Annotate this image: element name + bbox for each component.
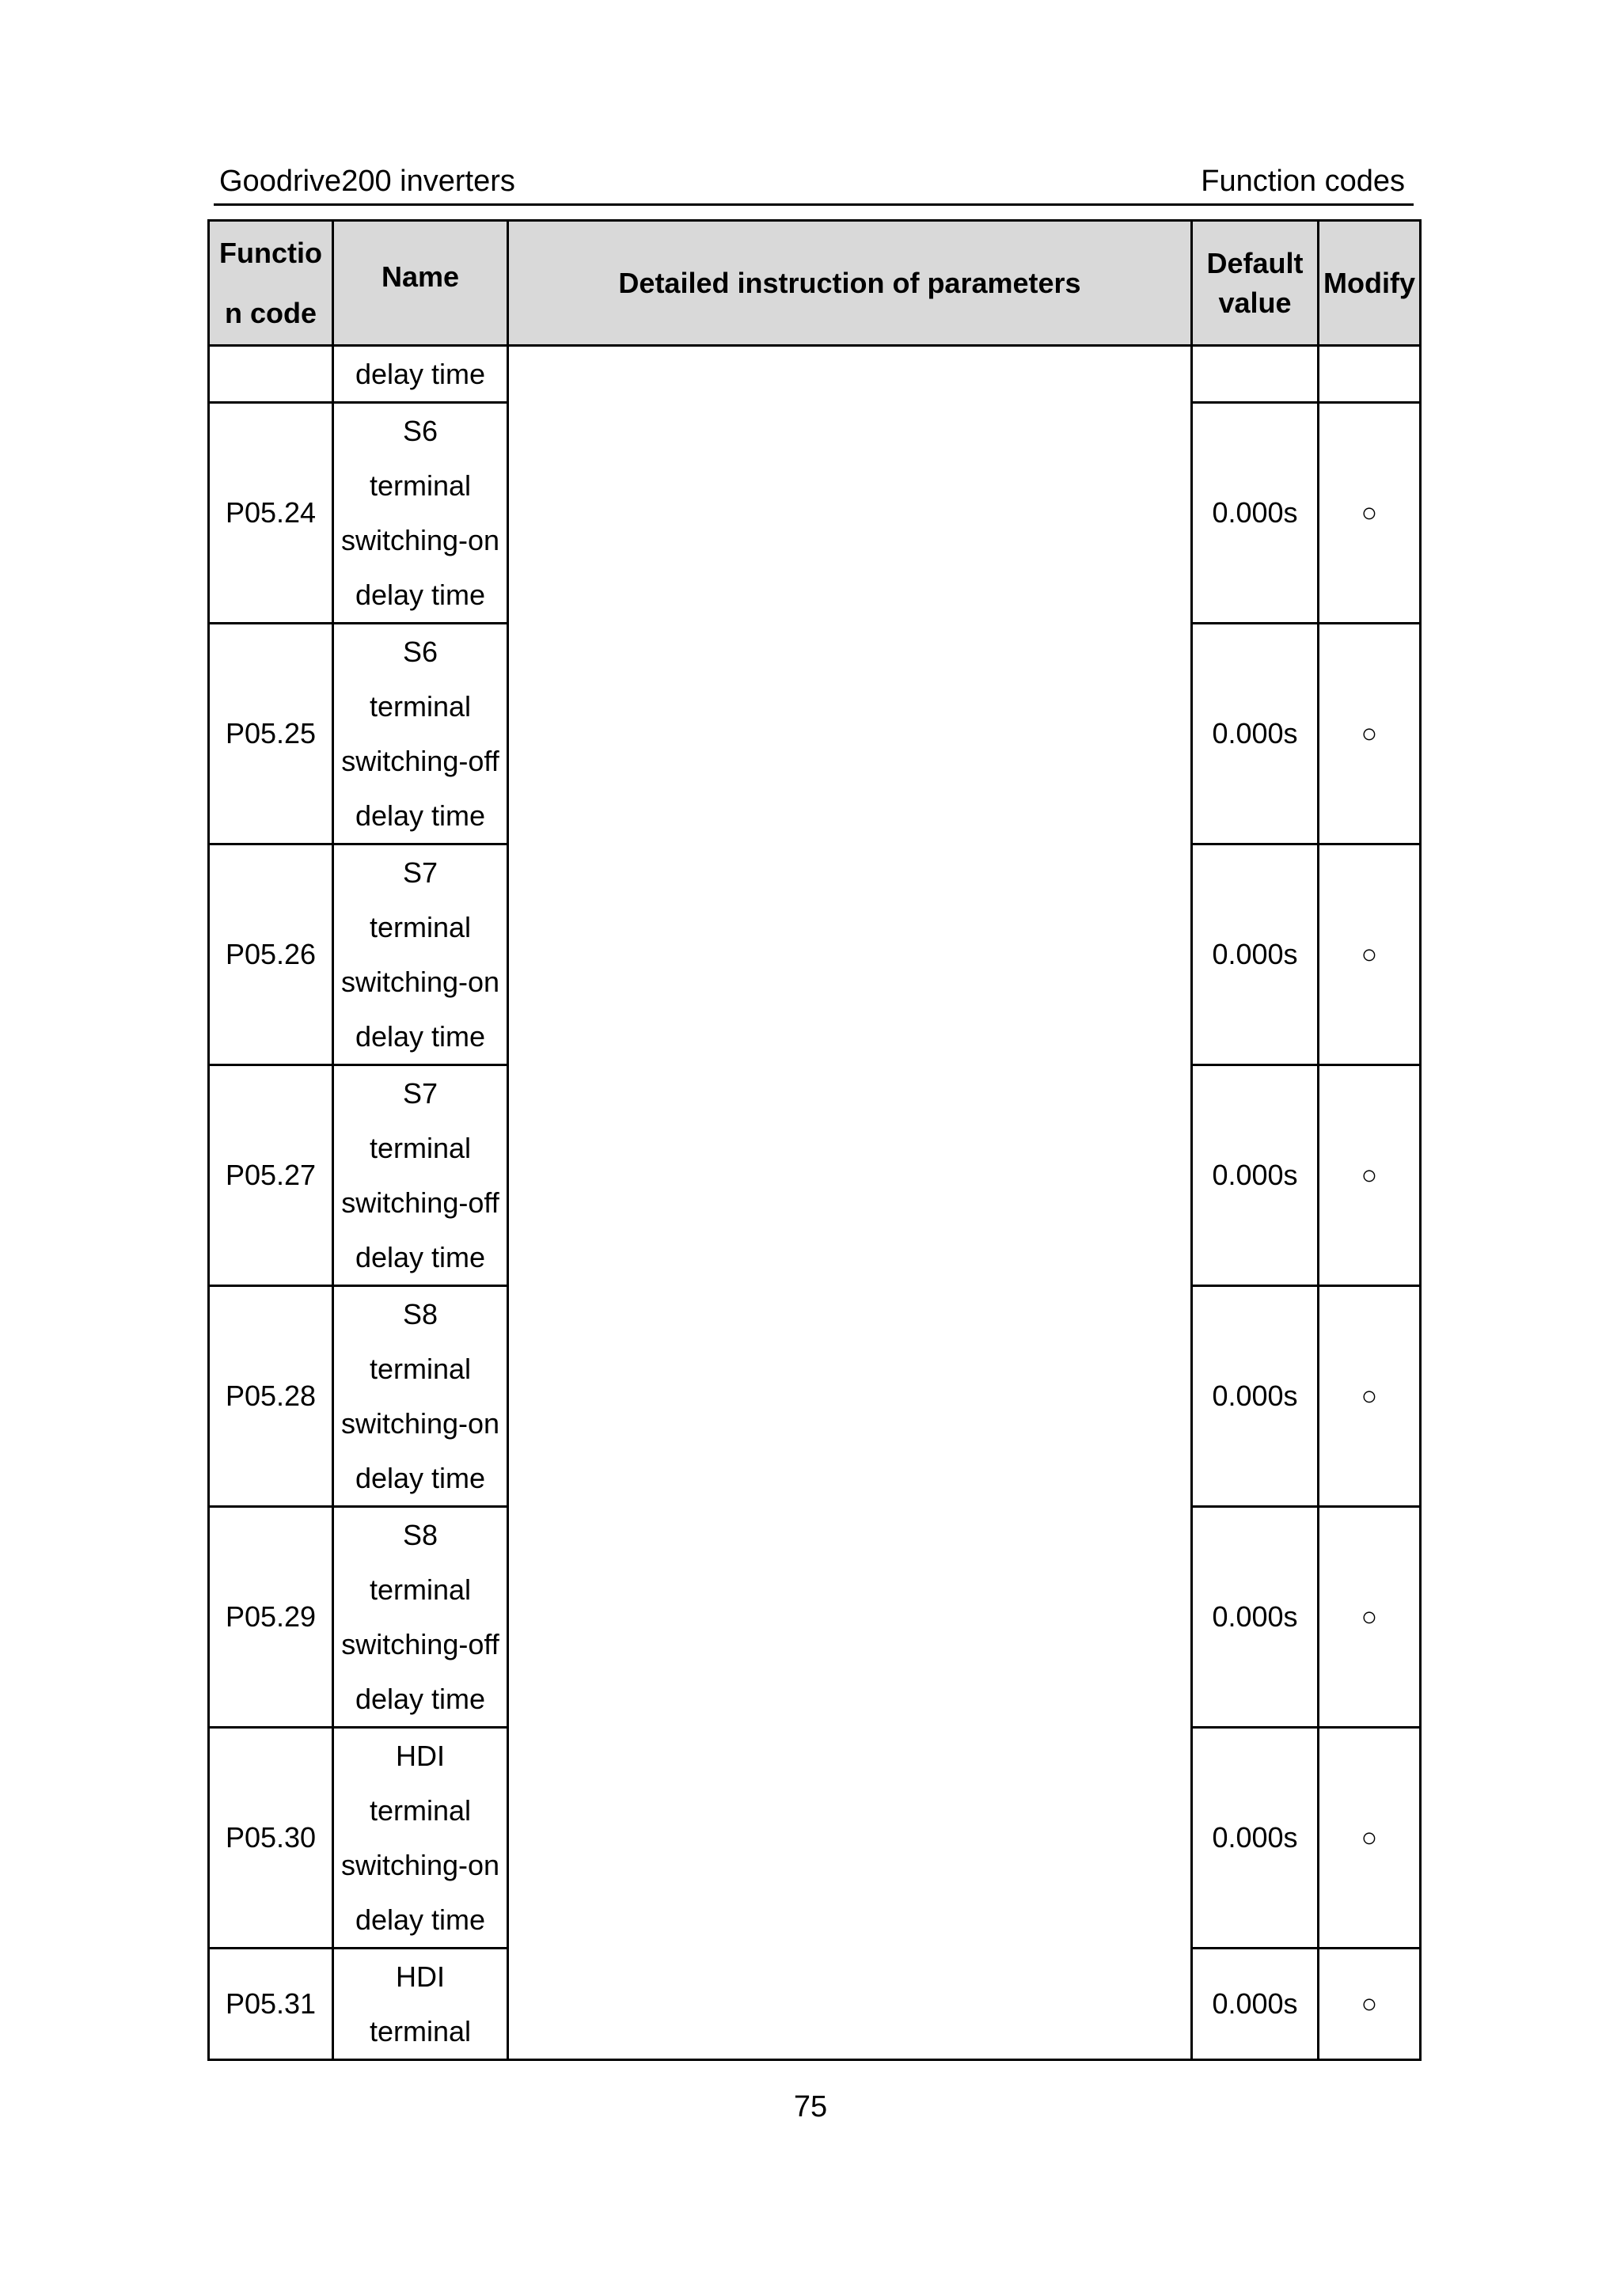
cell-name	[333, 1728, 508, 1949]
header-default-line: Default	[1206, 246, 1304, 279]
header-modify: Modify	[1319, 221, 1421, 346]
running-header-left: Goodrive200 inverters	[219, 165, 515, 198]
name-line: HDI	[396, 1740, 445, 1772]
name-line: S6	[402, 636, 438, 668]
cell-modify-circle-icon: ○	[1319, 1949, 1421, 2060]
header-default-line: value	[1218, 286, 1292, 319]
cell-function-code: P05.29	[209, 1507, 333, 1728]
table-row-continued	[209, 346, 1421, 403]
header-name-text: Name	[381, 260, 460, 293]
header-function-code-line: n code	[224, 296, 317, 329]
cell-name	[333, 1286, 508, 1507]
name-line: S7	[402, 1077, 438, 1110]
name-line: switching-off	[341, 745, 499, 777]
name-line: delay time	[355, 799, 486, 832]
cell-name	[333, 403, 508, 624]
name-line: delay time	[355, 1683, 486, 1715]
cell-name	[333, 1065, 508, 1286]
cell-modify	[1319, 346, 1421, 403]
name-line: terminal	[369, 1353, 472, 1385]
cell-function-code: P05.28	[209, 1286, 333, 1507]
cell-name	[333, 1507, 508, 1728]
cell-function-code: P05.24	[209, 403, 333, 624]
cell-name: delay time	[333, 346, 508, 403]
cell-name	[333, 624, 508, 844]
cell-name	[333, 1949, 508, 2060]
name-line: switching-on	[340, 1849, 500, 1881]
name-line: S8	[402, 1298, 438, 1330]
cell-function-code: P05.26	[209, 844, 333, 1065]
cell-detailed-instruction	[508, 346, 1192, 2060]
header-detail: Detailed instruction of parameters	[508, 221, 1192, 346]
parameter-table	[207, 219, 1422, 2061]
header-function-code	[209, 221, 333, 346]
cell-default-value: 0.000s	[1192, 1286, 1319, 1507]
cell-default-value: 0.000s	[1192, 403, 1319, 624]
cell-modify-circle-icon: ○	[1319, 403, 1421, 624]
cell-modify-circle-icon: ○	[1319, 1286, 1421, 1507]
name-line: switching-off	[341, 1186, 499, 1219]
table-header-row	[209, 221, 1421, 346]
page-number: 75	[793, 2090, 828, 2123]
cell-modify-circle-icon: ○	[1319, 844, 1421, 1065]
cell-function-code: P05.31	[209, 1949, 333, 2060]
name-line: delay time	[355, 579, 486, 611]
name-line: delay time	[355, 1241, 486, 1273]
cell-default-value	[1192, 346, 1319, 403]
cell-function-code: P05.30	[209, 1728, 333, 1949]
name-line: delay time	[355, 1462, 486, 1494]
name-line: terminal	[369, 1132, 472, 1164]
name-line: switching-on	[340, 966, 500, 998]
cell-default-value: 0.000s	[1192, 1065, 1319, 1286]
name-line: delay time	[355, 1903, 486, 1936]
name-line: S8	[402, 1519, 438, 1551]
name-line: HDI	[396, 1960, 445, 1993]
header-function-code-line: Functio	[219, 236, 322, 269]
name-line: terminal	[369, 1573, 472, 1606]
cell-default-value: 0.000s	[1192, 844, 1319, 1065]
header-name	[333, 221, 508, 346]
name-line: switching-off	[341, 1628, 499, 1660]
cell-modify-circle-icon: ○	[1319, 624, 1421, 844]
header-default-value	[1192, 221, 1319, 346]
name-line: delay time	[355, 1020, 486, 1053]
name-line: terminal	[369, 1794, 472, 1827]
cell-modify-circle-icon: ○	[1319, 1507, 1421, 1728]
cell-default-value: 0.000s	[1192, 624, 1319, 844]
name-line: terminal	[369, 469, 472, 502]
name-line: terminal	[369, 690, 472, 723]
cell-default-value: 0.000s	[1192, 1949, 1319, 2060]
running-header-right: Function codes	[1201, 165, 1405, 198]
name-line: switching-on	[340, 524, 500, 556]
cell-default-value: 0.000s	[1192, 1728, 1319, 1949]
cell-modify-circle-icon: ○	[1319, 1065, 1421, 1286]
cell-modify-circle-icon: ○	[1319, 1728, 1421, 1949]
cell-default-value: 0.000s	[1192, 1507, 1319, 1728]
cell-function-code	[209, 346, 333, 403]
name-line: terminal	[369, 2015, 472, 2047]
header-rule	[214, 203, 1414, 206]
name-line: S7	[402, 856, 438, 889]
name-line: S6	[402, 415, 438, 447]
cell-function-code: P05.27	[209, 1065, 333, 1286]
cell-function-code: P05.25	[209, 624, 333, 844]
cell-name	[333, 844, 508, 1065]
name-line: terminal	[369, 911, 472, 943]
name-line: switching-on	[340, 1407, 500, 1440]
